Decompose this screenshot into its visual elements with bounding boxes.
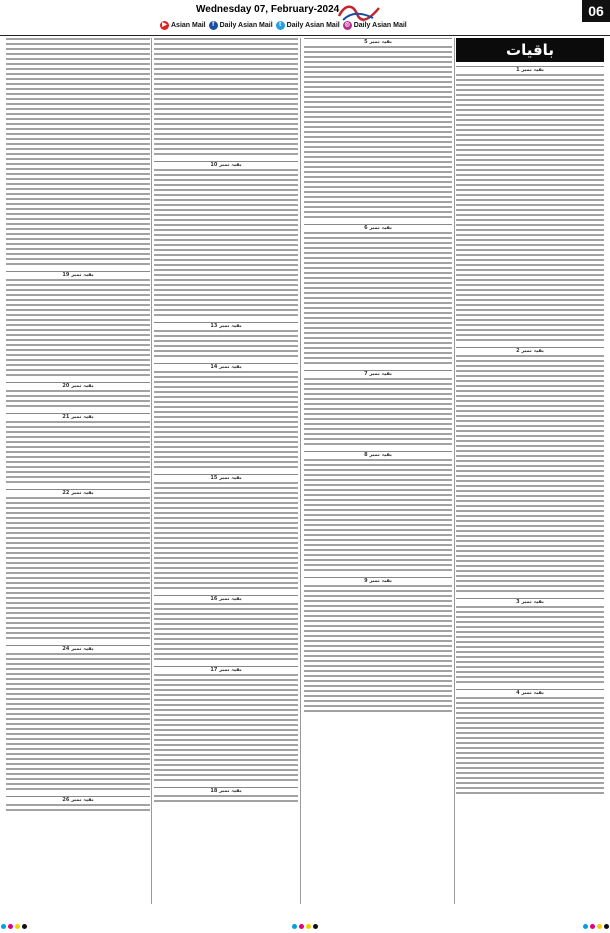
article-text	[6, 497, 150, 642]
continuation-label: بقیہ نمبر 19	[6, 271, 150, 279]
continuation-block	[304, 370, 452, 448]
continuation-label: بقیہ نمبر 10	[154, 161, 298, 169]
continuation-block	[304, 577, 452, 715]
social-label: Daily Asian Mail	[286, 22, 340, 29]
continuation-label: بقیہ نمبر 18	[154, 787, 298, 795]
continuation-label: بقیہ نمبر 9	[304, 577, 452, 585]
continuation-block	[154, 474, 298, 592]
column-1	[6, 38, 150, 904]
continuation-label: بقیہ نمبر 6	[304, 224, 452, 232]
social-label: Asian Mail	[171, 22, 206, 29]
continuation-label: بقیہ نمبر 7	[304, 370, 452, 378]
article-text	[304, 46, 452, 221]
section-title-banner: باقیات	[456, 38, 604, 62]
continuation-label: بقیہ نمبر 5	[304, 38, 452, 46]
article-text	[154, 371, 298, 471]
social-instagram[interactable]	[343, 21, 407, 30]
social-youtube[interactable]	[160, 21, 206, 30]
continuation-block	[154, 363, 298, 471]
column-divider	[454, 38, 455, 904]
continuation-label: بقیہ نمبر 20	[6, 382, 150, 390]
continuation-label: بقیہ نمبر 26	[6, 796, 150, 804]
continuation-block	[6, 382, 150, 410]
article-text	[456, 74, 604, 344]
social-label: Daily Asian Mail	[219, 22, 273, 29]
article-text	[6, 279, 150, 379]
article-text	[154, 169, 298, 319]
article-text	[154, 330, 298, 360]
header-divider	[0, 35, 610, 36]
column-divider	[300, 38, 301, 904]
continuation-label: بقیہ نمبر 14	[154, 363, 298, 371]
continuation-block	[6, 796, 150, 814]
social-facebook[interactable]	[209, 21, 273, 30]
continuation-block	[154, 666, 298, 784]
continuation-block	[456, 689, 604, 797]
column-divider	[151, 38, 152, 904]
article-text	[304, 585, 452, 715]
continuation-label: بقیہ نمبر 4	[456, 689, 604, 697]
continuation-block	[6, 413, 150, 486]
continuation-block	[304, 451, 452, 574]
column-4	[456, 38, 604, 904]
instagram-icon: ◎	[344, 22, 350, 28]
continuation-label: بقیہ نمبر 15	[154, 474, 298, 482]
article-text	[304, 232, 452, 367]
continuation-block	[456, 347, 604, 595]
article-text	[456, 697, 604, 797]
column-3	[304, 38, 452, 904]
continuation-label: بقیہ نمبر 1	[456, 66, 604, 74]
social-label: Daily Asian Mail	[353, 22, 407, 29]
article-text	[6, 653, 150, 793]
continuation-block	[6, 271, 150, 379]
youtube-icon: ▶	[160, 21, 169, 30]
twitter-icon: t	[276, 21, 285, 30]
print-registration-marks	[0, 914, 610, 922]
article-text	[154, 795, 298, 805]
continuation-block	[154, 38, 298, 158]
article-text	[304, 459, 452, 574]
continuation-label: بقیہ نمبر 17	[154, 666, 298, 674]
continuation-block	[154, 322, 298, 360]
social-links	[160, 21, 407, 30]
article-text	[6, 804, 150, 814]
continuation-block	[456, 66, 604, 344]
registration-mark-right	[582, 914, 610, 933]
article-text	[154, 674, 298, 784]
article-text	[456, 355, 604, 595]
article-text	[456, 606, 604, 686]
article-text	[6, 421, 150, 486]
continuation-label: بقیہ نمبر 8	[304, 451, 452, 459]
page-header	[0, 0, 610, 36]
continuation-label: بقیہ نمبر 16	[154, 595, 298, 603]
facebook-icon: f	[209, 21, 218, 30]
article-text	[154, 603, 298, 663]
continuation-block	[154, 595, 298, 663]
article-text	[154, 482, 298, 592]
continuation-label: بقیہ نمبر 24	[6, 645, 150, 653]
registration-mark-center	[291, 914, 319, 933]
article-text	[154, 38, 298, 158]
social-twitter[interactable]	[276, 21, 340, 30]
continuation-block	[154, 787, 298, 805]
continuation-block	[456, 598, 604, 686]
continuation-block	[6, 645, 150, 793]
article-text	[304, 378, 452, 448]
column-2	[154, 38, 298, 904]
continuation-label: بقیہ نمبر 21	[6, 413, 150, 421]
article-text	[6, 38, 150, 268]
registration-mark-left	[0, 914, 28, 933]
continuation-label: بقیہ نمبر 22	[6, 489, 150, 497]
continuation-block	[154, 161, 298, 319]
continuation-label: بقیہ نمبر 2	[456, 347, 604, 355]
article-text	[6, 390, 150, 410]
page-number: 06	[582, 0, 610, 22]
continuation-label: بقیہ نمبر 13	[154, 322, 298, 330]
continuation-block	[304, 38, 452, 221]
issue-date: Wednesday 07, February-2024	[196, 4, 340, 15]
continuation-block	[6, 38, 150, 268]
continuation-label: بقیہ نمبر 3	[456, 598, 604, 606]
continuation-block	[6, 489, 150, 642]
continuation-block	[304, 224, 452, 367]
